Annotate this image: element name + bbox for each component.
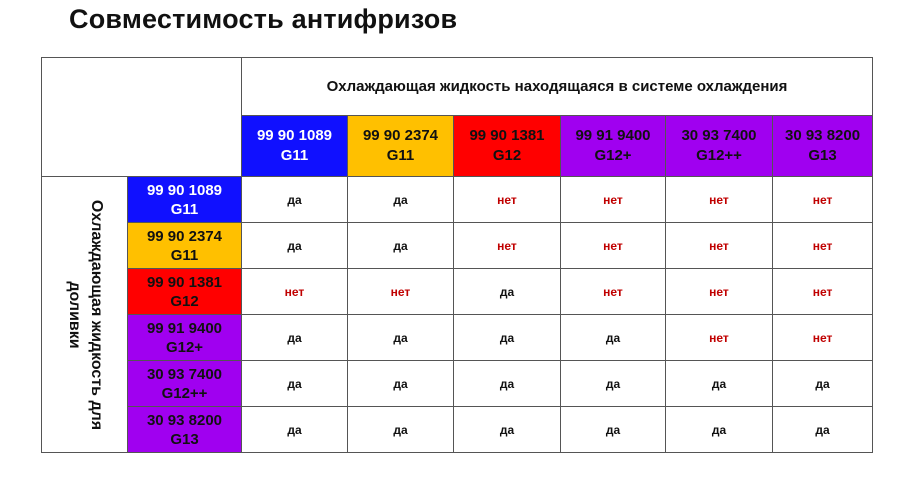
compat-cell: нет xyxy=(561,177,666,223)
row-coolant-2 xyxy=(128,223,242,269)
compat-cell: да xyxy=(454,361,561,407)
compat-cell: нет xyxy=(666,269,773,315)
compat-cell: да xyxy=(348,223,454,269)
coolant-type: G13 xyxy=(808,147,837,164)
coolant-type: G11 xyxy=(386,147,415,164)
table-row xyxy=(42,223,873,269)
coolant-code: 30 93 7400 xyxy=(146,365,223,383)
table-row xyxy=(42,361,873,407)
row-coolant-5 xyxy=(128,361,242,407)
compat-cell: да xyxy=(348,407,454,453)
row-header xyxy=(42,177,128,453)
coolant-code: 99 90 2374 xyxy=(146,227,223,245)
compat-cell: нет xyxy=(773,315,873,361)
coolant-code: 99 90 1089 xyxy=(146,181,223,199)
compat-cell: нет xyxy=(666,223,773,269)
row-header-label: Охлаждающая жидкость для доливки xyxy=(65,199,105,430)
compat-cell: нет xyxy=(242,269,348,315)
coolant-type: G12 xyxy=(170,292,199,310)
coolant-code: 99 90 1089 xyxy=(256,127,333,144)
coolant-type: G12++ xyxy=(161,384,208,402)
row-coolant-6 xyxy=(128,407,242,453)
compat-cell: нет xyxy=(454,223,561,269)
compat-cell: да xyxy=(454,269,561,315)
row-coolant-4 xyxy=(128,315,242,361)
coolant-code: 30 93 8200 xyxy=(784,127,861,144)
compat-cell: нет xyxy=(773,269,873,315)
compat-cell: да xyxy=(242,177,348,223)
compat-cell: да xyxy=(348,177,454,223)
compat-cell: да xyxy=(561,407,666,453)
coolant-type: G12++ xyxy=(696,147,742,164)
coolant-type: G11 xyxy=(280,147,309,164)
coolant-type: G12+ xyxy=(165,338,204,356)
coolant-type: G13 xyxy=(170,430,199,448)
column-coolant-5 xyxy=(666,116,773,177)
compat-cell: да xyxy=(348,315,454,361)
coolant-type: G12+ xyxy=(594,147,632,164)
page-title: Совместимость антифризов xyxy=(69,4,458,34)
column-coolant-6 xyxy=(773,116,873,177)
compatibility-table xyxy=(41,57,873,453)
compat-cell: да xyxy=(242,223,348,269)
column-coolant-2 xyxy=(348,116,454,177)
column-coolant-3 xyxy=(454,116,561,177)
coolant-type: G11 xyxy=(170,200,199,218)
column-coolant-1 xyxy=(242,116,348,177)
table-row xyxy=(42,269,873,315)
compat-cell: нет xyxy=(561,269,666,315)
compat-cell: нет xyxy=(561,223,666,269)
coolant-code: 99 90 2374 xyxy=(362,127,439,144)
coolant-type: G11 xyxy=(170,246,199,264)
compat-cell: нет xyxy=(348,269,454,315)
compat-cell: нет xyxy=(773,177,873,223)
compat-cell: нет xyxy=(666,177,773,223)
table-row xyxy=(42,177,873,223)
coolant-code: 99 90 1381 xyxy=(469,127,545,144)
compat-cell: нет xyxy=(773,223,873,269)
coolant-code: 30 93 8200 xyxy=(146,411,223,429)
compat-cell: да xyxy=(561,315,666,361)
coolant-code: 99 91 9400 xyxy=(575,127,651,144)
coolant-type: G12 xyxy=(492,147,522,164)
corner-cell xyxy=(42,58,242,177)
compat-cell: да xyxy=(666,407,773,453)
compat-cell: нет xyxy=(454,177,561,223)
row-coolant-1 xyxy=(128,177,242,223)
compat-cell: да xyxy=(242,361,348,407)
coolant-code: 99 90 1381 xyxy=(146,273,223,291)
compat-cell: да xyxy=(454,315,561,361)
table-row xyxy=(42,315,873,361)
compat-cell: да xyxy=(561,361,666,407)
compat-cell: нет xyxy=(666,315,773,361)
compat-cell: да xyxy=(773,361,873,407)
column-coolant-4 xyxy=(561,116,666,177)
compat-cell: да xyxy=(454,407,561,453)
compat-cell: да xyxy=(242,407,348,453)
coolant-code: 99 91 9400 xyxy=(146,319,223,337)
compat-cell: да xyxy=(242,315,348,361)
coolant-code: 30 93 7400 xyxy=(681,127,757,144)
table-row xyxy=(42,407,873,453)
compat-cell: да xyxy=(773,407,873,453)
row-coolant-3 xyxy=(128,269,242,315)
compat-cell: да xyxy=(666,361,773,407)
compat-cell: да xyxy=(348,361,454,407)
column-header: Охлаждающая жидкость находящаяся в системе охлаждения xyxy=(242,58,873,116)
